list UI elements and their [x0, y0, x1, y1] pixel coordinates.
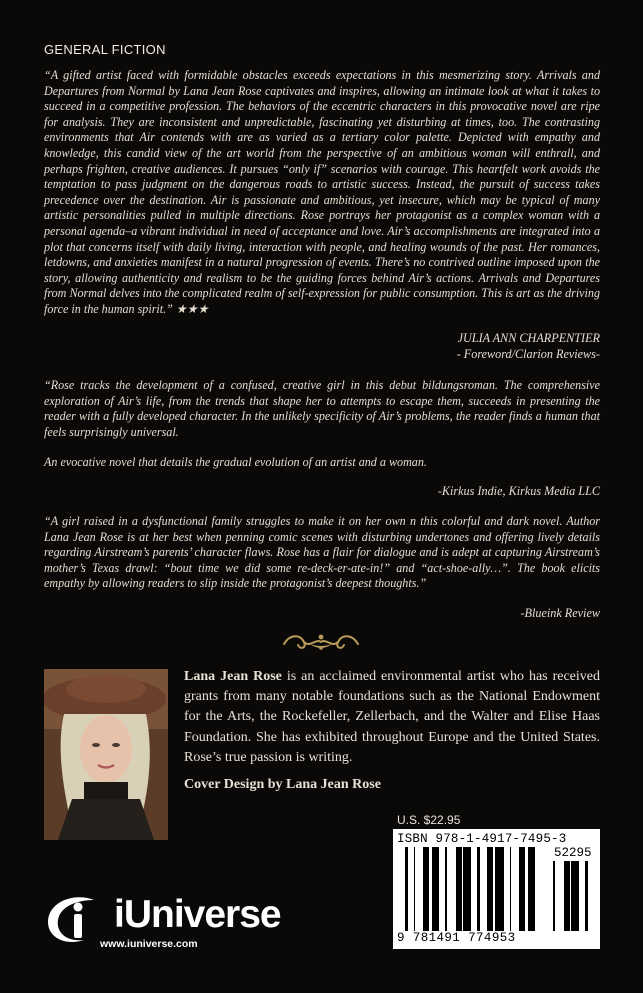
barcode-addon-bars [549, 861, 595, 931]
author-name: Lana Jean Rose [184, 669, 282, 684]
cover-design-credit: Cover Design by Lana Jean Rose [184, 777, 381, 792]
genre-label: GENERAL FICTION [44, 42, 166, 57]
review-summary-kirkus: An evocative novel that details the gradual evolution of an artist and a woman. [44, 455, 427, 469]
reviewer-name: JULIA ANN CHARPENTIER [457, 331, 600, 345]
publisher-name: iUniverse [114, 893, 281, 936]
author-bio [184, 667, 600, 768]
isbn-label: ISBN 978-1-4917-7495-3 [397, 832, 567, 846]
review-source-blueink: -Blueink Review [520, 606, 600, 620]
author-bio-text: is an acclaimed environmental artist who has received grants from many notable foundations such as the National Endowment for the Arts, the Rockefeller, Zellerbach, and the Walter and Elise Haas Foundation. She has exhibited throughout Europe and the United States. Rose’s true passion is writing. [184, 669, 600, 765]
review-quote-kirkus: “Rose tracks the development of a confused, creative girl in this debut bildungsroman. The comprehensive exploration of Air’s life, from the trends that shape her to attempts to escape them, succeeds in presenting the reader with a fully developed character. In the unlikely specificity of Air’s problems, the reader finds a human that feels surprisingly universal. [44, 378, 600, 439]
barcode-price-code: 52295 [554, 846, 592, 860]
publisher-logo [44, 894, 284, 954]
price-label: U.S. $22.95 [397, 813, 461, 827]
barcode-number: 9 781491 774953 [397, 931, 516, 945]
isbn-barcode [393, 829, 600, 949]
author-photo [44, 669, 168, 840]
ornament-divider-icon [280, 630, 362, 654]
review-quote-clarion: “A gifted artist faced with formidable obstacles exceeds expectations in this mesmerizing story. Arrivals and Departures from Normal by Lana Jean Rose captivates and inspires, allowing an intimate look at what it takes to succeed in a competitive profession. The behaviors of the eccentric characters in this provocative novel are ripe for analysis. They are inconsistent and unpredictable, fascinating yet disturbing at times, too. The contrasting environments that Air contends with are as varied as a tertiary color palette. Depicted with empathy and knowledge, this candid view of the art world from the perspective of an ambitious woman will enthrall, and perhaps frighten, creative audiences. It pursues “only if” scenarios with courage. This heartfelt work avoids the temptation to pass judgment on the dangerous roads to artistic success. Instead, the pursuit of success takes precedence over the destination. Air is passionate and ambitious, yet insecure, which may be typical of many artistic personalities pulled in multiple directions. Rose portrays her protagonist as a complex woman with a personal agenda–a vibrant individual in need of acceptance and love. Air’s accomplishments are integrated into a plot that concerns itself with daily living, interaction with people, and healing wounds of the past. Her romances, letdowns, and anxieties manifest in a natural progression of events. There’s no contrived outline imposed upon the story, allowing authenticity and realism to be the guiding forces behind Air’s actions. Arrivals and Departures from Normal delves into the complicated realm of self-expression for public consumption. This is art as the driving force in the human spirit.” ★★★ [44, 68, 600, 316]
publisher-url: www.iuniverse.com [100, 938, 198, 950]
review-source-kirkus: -Kirkus Indie, Kirkus Media LLC [437, 484, 600, 498]
review-attribution-clarion [457, 330, 600, 362]
review-quote-blueink: “A girl raised in a dysfunctional family struggles to make it on her own n this colorful and dark novel. Author Lana Jean Rose is at her best when penning comic scenes with disturbing undertones and offering lively details regarding Airstream’s parents’ character flaws. Rose has a flair for dialogue and is adept at capturing Airstream’s mother’s Texas drawl: “bout time we did some re-deck-er-ate-in!” and “act-shoe-ally…”. The book elicits empathy by allowing readers to slip inside the protagonist’s deepest thoughts.” [44, 514, 600, 591]
review-source: - Foreword/Clarion Reviews- [456, 347, 600, 361]
barcode-bars [405, 847, 541, 931]
